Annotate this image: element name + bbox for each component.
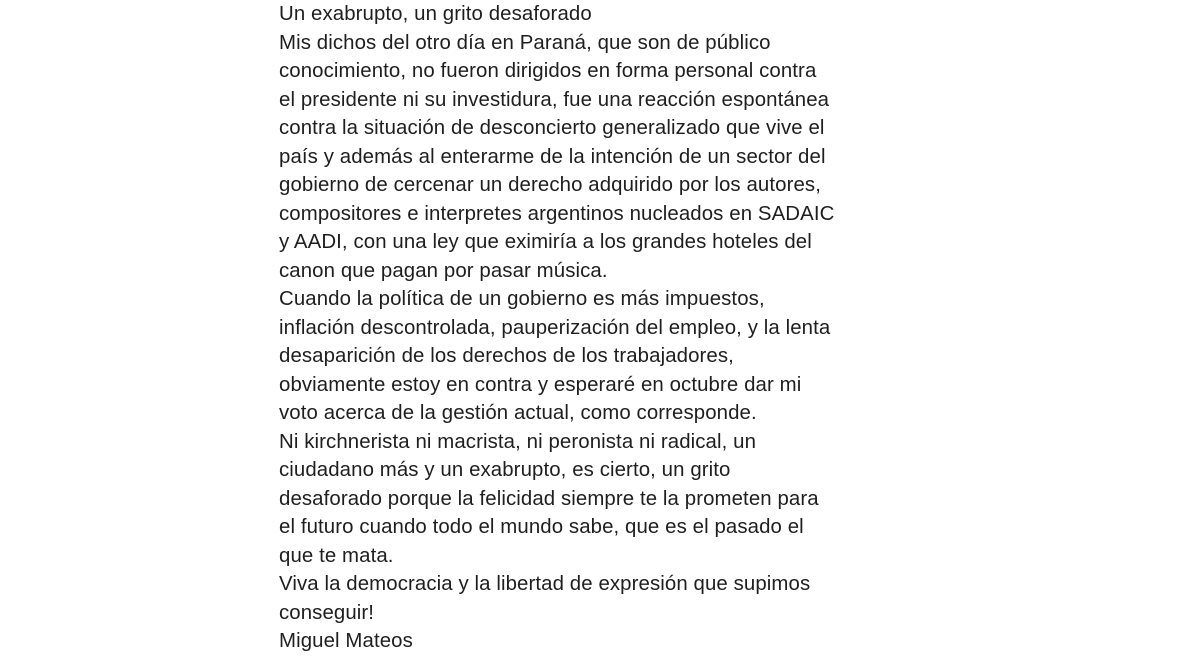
text-line: conseguir! <box>279 601 375 624</box>
text-line: ciudadano más y un exabrupto, es cierto, un grito <box>279 459 731 481</box>
text-line: inflación descontrolada, pauperización del empleo, y la lenta <box>279 316 831 339</box>
text-line: país y además al enterarme de la intención de un sector del <box>279 145 826 168</box>
text-line: gobierno de cercenar un derecho adquirido por los autores, <box>279 174 821 196</box>
text-line: el futuro cuando todo el mundo sabe, que es el pasado el <box>279 516 804 538</box>
text-line: Viva la democracia y la libertad de expresión que supimos <box>279 573 811 595</box>
text-line: que te mata. <box>279 544 394 567</box>
text-line: conocimiento, no fueron dirigidos en forma personal contra <box>279 60 817 82</box>
text-line: obviamente estoy en contra y esperaré en octubre dar mi <box>279 373 802 396</box>
text-line: desaparición de los derechos de los trabajadores, <box>279 345 734 367</box>
text-line: contra la situación de desconcierto generalizado que vive el <box>279 117 825 139</box>
text-line: el presidente ni su investidura, fue una reacción espontánea <box>279 88 830 111</box>
text-line: y AADI, con una ley que eximiría a los grandes hoteles del <box>279 231 812 253</box>
text-line: Mis dichos del otro día en Paraná, que son de público <box>279 31 771 54</box>
signature: Miguel Mateos <box>279 630 413 652</box>
post-title: Un exabrupto, un grito desaforado <box>279 3 592 25</box>
text-line: Ni kirchnerista ni macrista, ni peronista ni radical, un <box>279 430 757 453</box>
post-text <box>279 0 919 656</box>
text-line: compositores e interpretes argentinos nucleados en SADAIC <box>279 202 835 225</box>
text-line: voto acerca de la gestión actual, como corresponde. <box>279 402 757 424</box>
text-line: Cuando la política de un gobierno es más impuestos, <box>279 288 765 310</box>
text-line: canon que pagan por pasar música. <box>279 259 608 282</box>
text-line: desaforado porque la felicidad siempre te la prometen para <box>279 487 819 510</box>
